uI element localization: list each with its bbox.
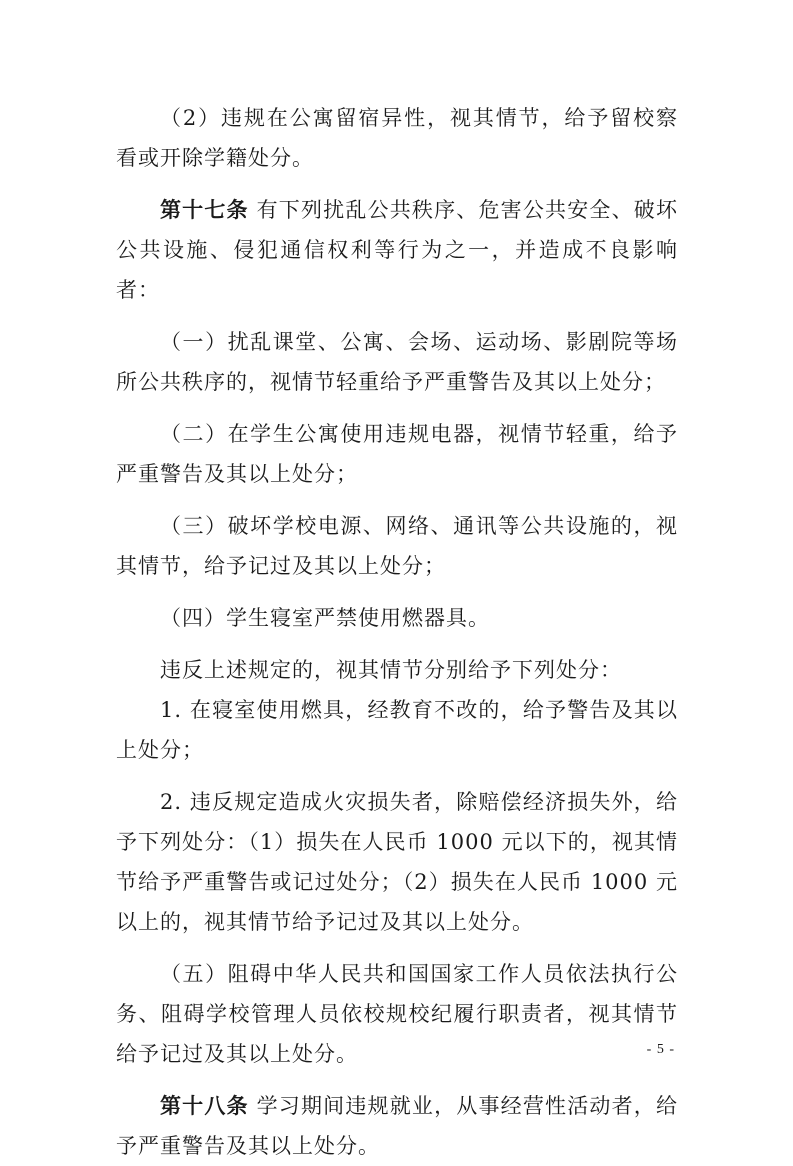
paragraph-article-18	[116, 1086, 678, 1166]
paragraph-item-5	[116, 954, 678, 1074]
page-number: - 5 -	[646, 1042, 675, 1057]
paragraph-text: （2）违规在公寓留宿异性，视其情节，给予留校察看或开除学籍处分。	[116, 106, 678, 170]
article-heading: 第十七条	[160, 197, 249, 222]
paragraph-penalty-intro	[116, 650, 678, 690]
paragraph-item-4	[116, 598, 678, 638]
paragraph-penalty-1	[116, 690, 678, 770]
paragraph-item-1	[116, 322, 678, 402]
article-heading: 第十八条	[160, 1093, 249, 1118]
paragraph-item-3	[116, 506, 678, 586]
paragraph-text: （五）阻碍中华人民共和国国家工作人员依法执行公务、阻碍学校管理人员依校规校纪履行职责者，视其情节给予记过及其以上处分。	[116, 962, 678, 1066]
paragraph-text: （三）破坏学校电源、网络、通讯等公共设施的，视其情节，给予记过及其以上处分；	[116, 514, 678, 578]
document-body	[116, 98, 678, 1166]
paragraph-text: 2. 违反规定造成火灾损失者，除赔偿经济损失外，给予下列处分：（1）损失在人民币 1000 元以下的，视其情节给予严重警告或记过处分；（2）损失在人民币 1000 元以上的，视其情节给予记过及其以上处分。	[116, 790, 678, 934]
paragraph-text: 违反上述规定的，视其情节分别给予下列处分：	[160, 658, 622, 682]
paragraph-text: 学习期间违规就业，从事经营性活动者，给予严重警告及其以上处分。	[116, 1094, 678, 1158]
paragraph-text: （二）在学生公寓使用违规电器，视情节轻重，给予严重警告及其以上处分；	[116, 422, 678, 486]
paragraph-clause-2	[116, 98, 678, 178]
paragraph-penalty-2	[116, 782, 678, 942]
paragraph-article-17	[116, 190, 678, 310]
paragraph-text: （一）扰乱课堂、公寓、会场、运动场、影剧院等场所公共秩序的，视情节轻重给予严重警告及其以上处分；	[116, 330, 678, 394]
paragraph-item-2	[116, 414, 678, 494]
paragraph-text: 有下列扰乱公共秩序、危害公共安全、破坏公共设施、侵犯通信权利等行为之一，并造成不良影响者：	[116, 198, 678, 302]
paragraph-text: 1. 在寝室使用燃具，经教育不改的，给予警告及其以上处分；	[116, 698, 678, 762]
paragraph-text: （四）学生寝室严禁使用燃器具。	[160, 606, 490, 630]
